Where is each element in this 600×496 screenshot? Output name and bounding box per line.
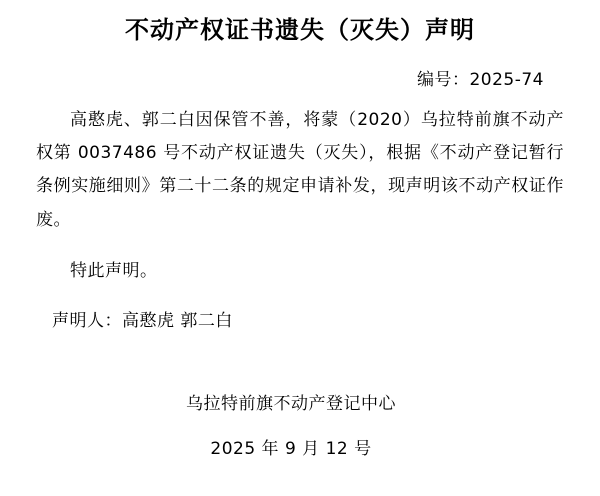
signature-block [28, 389, 572, 459]
signature-date: 2025 年 9 月 12 号 [210, 438, 372, 459]
document-number: 编号：2025-74 [416, 70, 544, 91]
signature-organization: 乌拉特前旗不动产登记中心 [186, 393, 396, 414]
document-page [0, 14, 600, 496]
body-paragraph-main: 高憨虎、郭二白因保管不善，将蒙（2020）乌拉特前旗不动产权第 0037486 号不动产权证遗失（灭失），根据《不动产登记暂行条例实施细则》第二十二条的规定申请补发，现声明该不动产权证作废。 [36, 110, 564, 230]
page-title: 不动产权证书遗失（灭失）声明 [125, 15, 475, 44]
body-paragraph-closing: 特此声明。 [70, 260, 158, 281]
declarant-line: 声明人：高憨虎 郭二白 [52, 310, 233, 331]
